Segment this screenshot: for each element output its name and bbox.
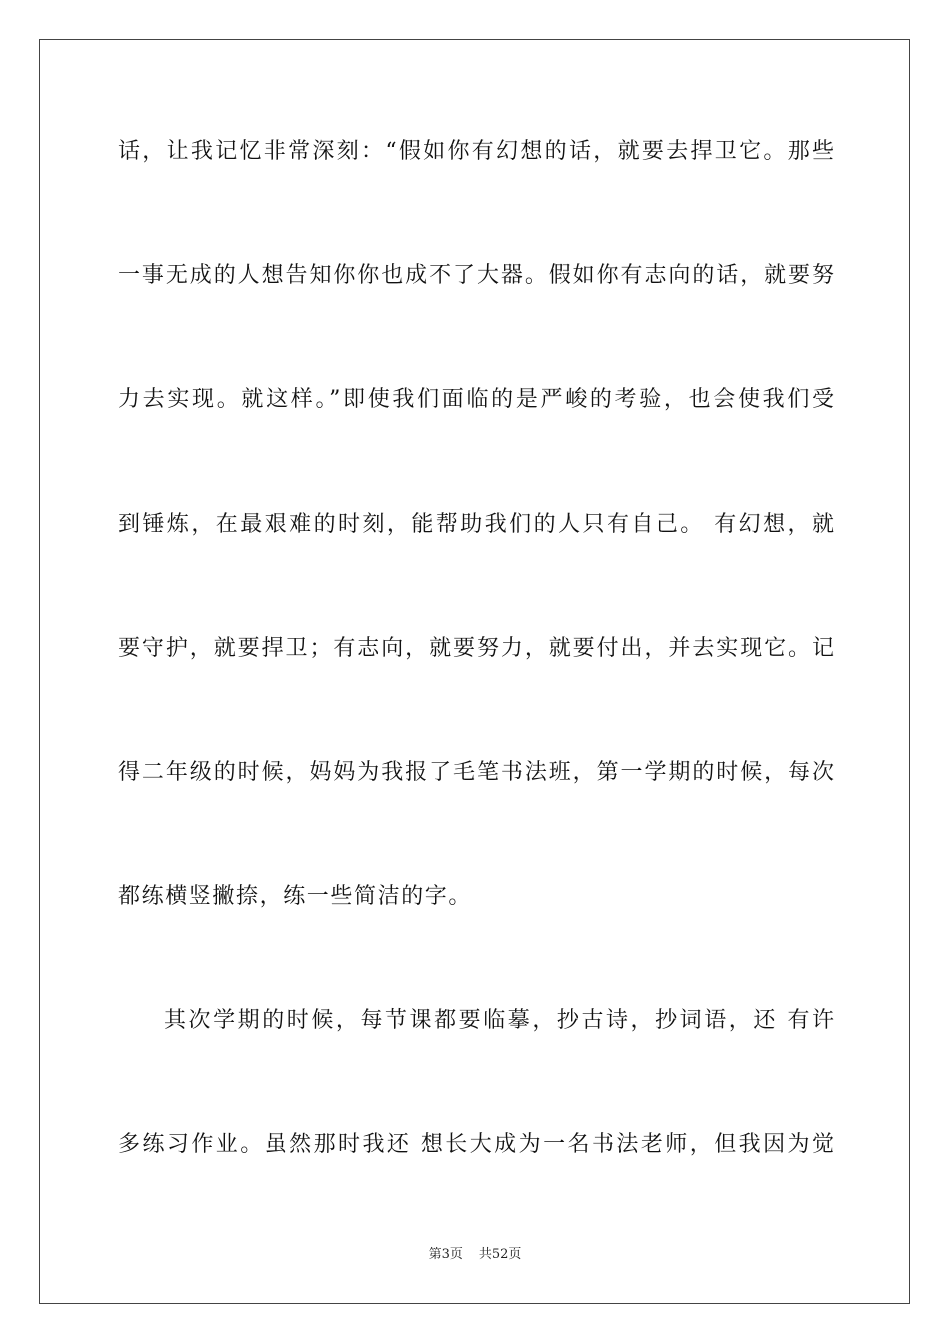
paragraph-start-line: 其次学期的时候，每节课都要临摹，抄古诗，抄词语，还 有许 (164, 1008, 834, 1033)
text-line-9: 多练习作业。虽然那时我还 想长大成为一名书法老师，但我因为觉 (118, 1132, 834, 1157)
text-line-7: 都练横竖撇捺，练一些简洁的字。 (118, 884, 473, 909)
text-line-6: 得二年级的时候，妈妈为我报了毛笔书法班，第一学期的时候，每次 (118, 760, 834, 785)
text-line-4: 到锤炼，在最艰难的时刻，能帮助我们的人只有自己。 有幻想，就 (118, 512, 834, 537)
page-border (39, 39, 910, 1304)
text-line-3: 力去实现。就这样。”即使我们面临的是严峻的考验，也会使我们受 (118, 387, 834, 412)
total-pages: 共52页 (478, 1247, 522, 1262)
page-number: 第3页 (428, 1247, 463, 1262)
text-line-1: 话，让我记忆非常深刻：“假如你有幻想的话，就要去捍卫它。那些 (118, 139, 834, 164)
text-line-5: 要守护，就要捍卫；有志向，就要努力，就要付出，并去实现它。记 (118, 636, 834, 661)
text-line-2: 一事无成的人想告知你你也成不了大器。假如你有志向的话，就要努 (118, 263, 834, 288)
page-footer (0, 1246, 950, 1264)
